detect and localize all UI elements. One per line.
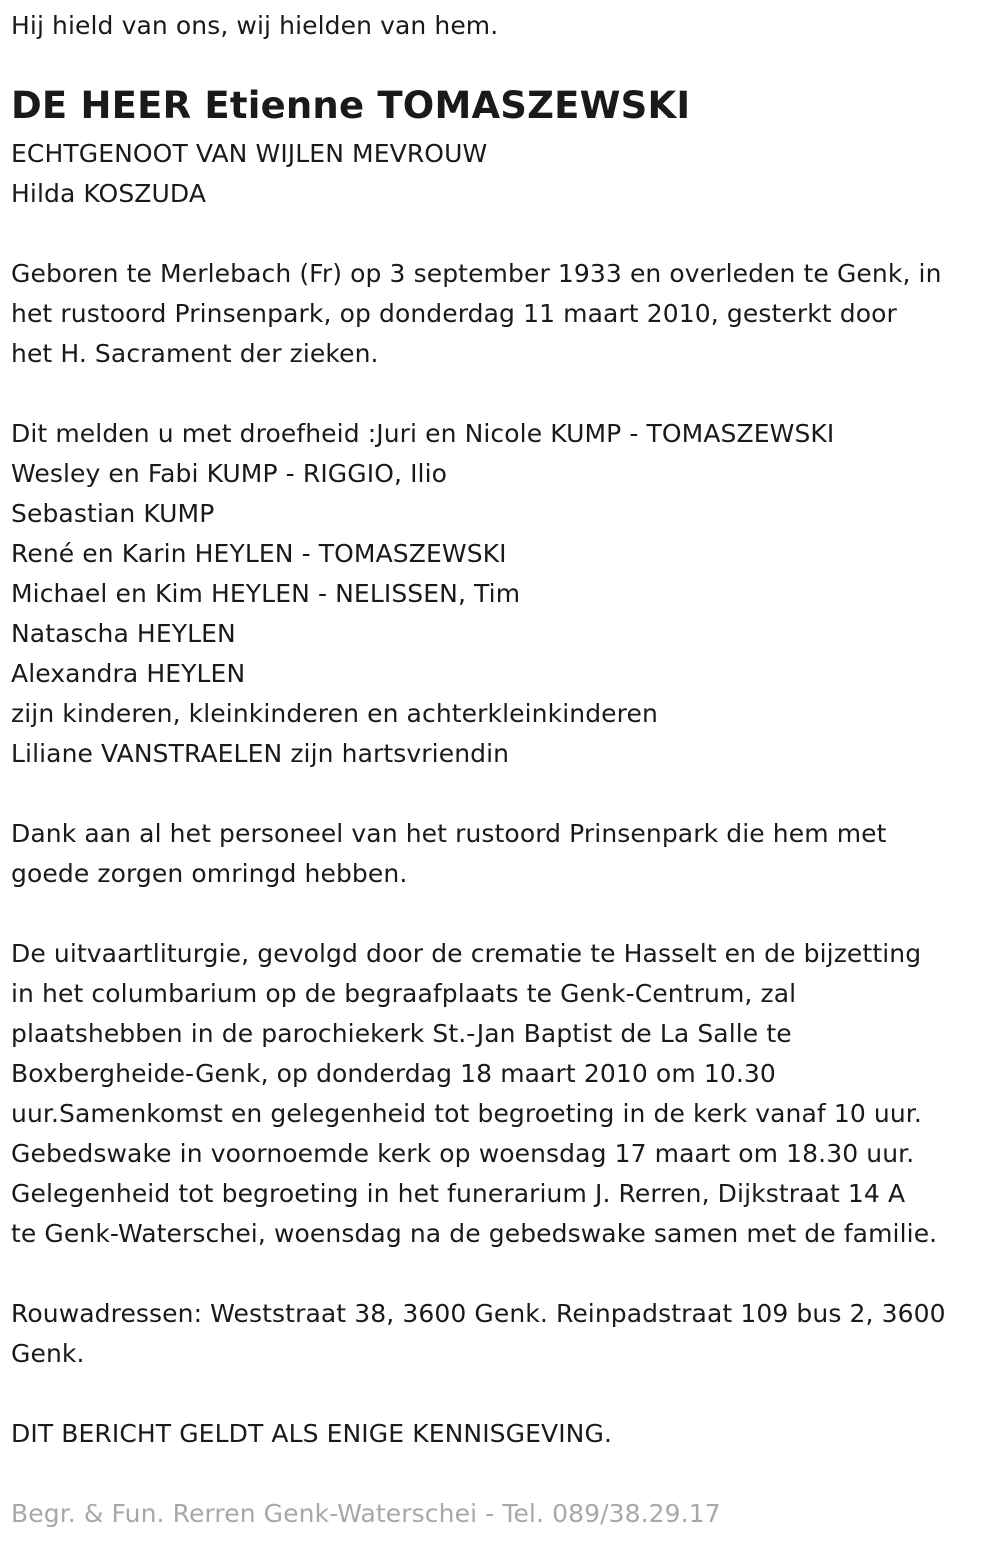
paragraph-line: Genk. [11, 1339, 85, 1368]
family-line: Natascha HEYLEN [11, 619, 236, 648]
closing-notice [11, 1414, 612, 1454]
family-line: Liliane VANSTRAELEN zijn hartsvriendin [11, 739, 510, 768]
spouse-block [11, 134, 487, 214]
family-line: Alexandra HEYLEN [11, 659, 246, 688]
family-line: zijn kinderen, kleinkinderen en achterkleinkinderen [11, 699, 658, 728]
deceased-name: DE HEER Etienne TOMASZEWSKI [11, 84, 691, 127]
mourning-addresses [11, 1294, 946, 1374]
paragraph-line: het H. Sacrament der zieken. [11, 339, 379, 368]
paragraph-line: het rustoord Prinsenpark, op donderdag 11 maart 2010, gesterkt door [11, 299, 897, 328]
family-line: Michael en Kim HEYLEN - NELISSEN, Tim [11, 579, 521, 608]
paragraph-line: De uitvaartliturgie, gevolgd door de crematie te Hasselt en de bijzetting [11, 939, 922, 968]
closing-line: DIT BERICHT GELDT ALS ENIGE KENNISGEVING. [11, 1419, 612, 1448]
funeral-paragraph [11, 934, 937, 1254]
paragraph-line: goede zorgen omringd hebben. [11, 859, 408, 888]
family-line: Sebastian KUMP [11, 499, 215, 528]
family-list [11, 414, 834, 774]
paragraph-line: Gelegenheid tot begroeting in het funerarium J. Rerren, Dijkstraat 14 A [11, 1179, 906, 1208]
family-line: René en Karin HEYLEN - TOMASZEWSKI [11, 539, 507, 568]
paragraph-line: Dank aan al het personeel van het rustoord Prinsenpark die hem met [11, 819, 887, 848]
birth-death-paragraph [11, 254, 942, 374]
spouse-line: ECHTGENOOT VAN WIJLEN MEVROUW [11, 139, 488, 168]
spouse-line: Hilda KOSZUDA [11, 179, 207, 208]
motto: Hij hield van ons, wij hielden van hem. [11, 11, 499, 40]
paragraph-line: Boxbergheide-Genk, op donderdag 18 maart 2010 om 10.30 [11, 1059, 776, 1088]
paragraph-line: Rouwadressen: Weststraat 38, 3600 Genk. Reinpadstraat 109 bus 2, 3600 [11, 1299, 946, 1328]
paragraph-line: uur.Samenkomst en gelegenheid tot begroeting in de kerk vanaf 10 uur. [11, 1099, 922, 1128]
family-line: Wesley en Fabi KUMP - RIGGIO, Ilio [11, 459, 448, 488]
paragraph-line: Gebedswake in voornoemde kerk op woensdag 17 maart om 18.30 uur. [11, 1139, 915, 1168]
thanks-paragraph [11, 814, 887, 894]
paragraph-line: te Genk-Waterschei, woensdag na de gebedswake samen met de familie. [11, 1219, 938, 1248]
funeral-home-footer: Begr. & Fun. Rerren Genk-Waterschei - Tel. 089/38.29.17 [11, 1499, 721, 1528]
family-line: Dit melden u met droefheid :Juri en Nicole KUMP - TOMASZEWSKI [11, 419, 835, 448]
paragraph-line: Geboren te Merlebach (Fr) op 3 september 1933 en overleden te Genk, in [11, 259, 942, 288]
paragraph-line: plaatshebben in de parochiekerk St.-Jan Baptist de La Salle te [11, 1019, 792, 1048]
paragraph-line: in het columbarium op de begraafplaats te Genk-Centrum, zal [11, 979, 797, 1008]
